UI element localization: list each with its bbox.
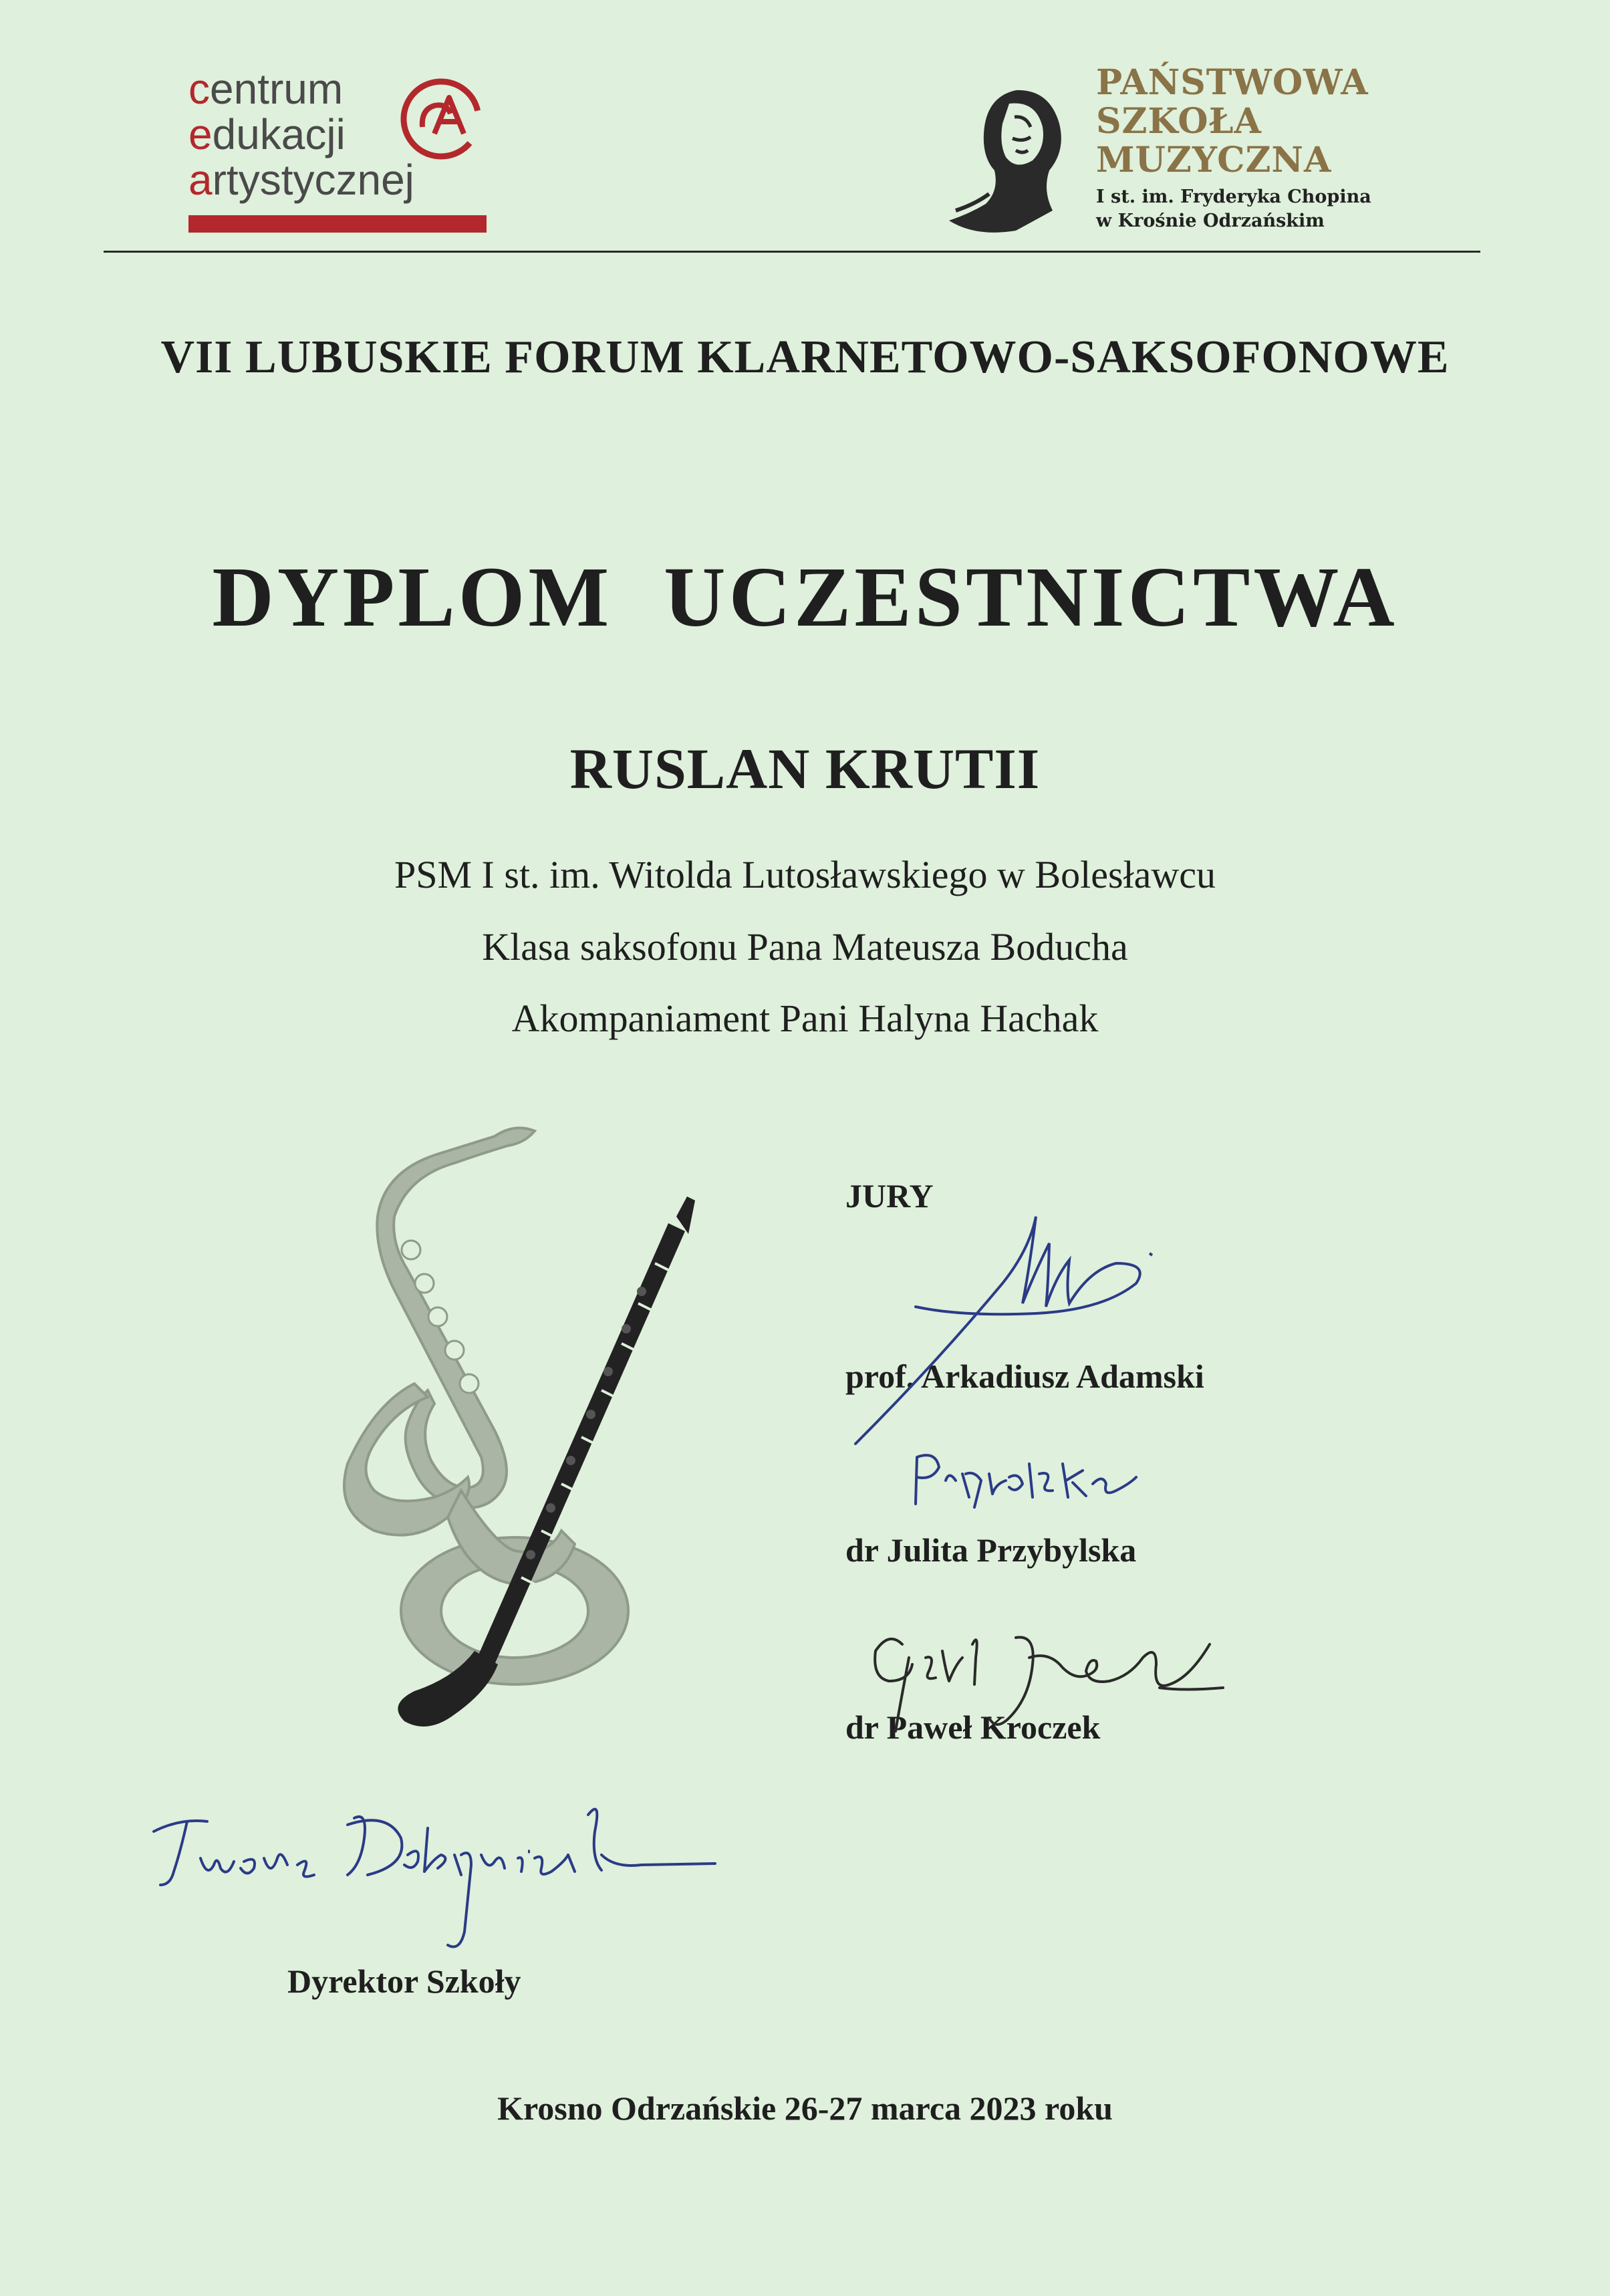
forum-title: VII LUBUSKIE FORUM KLARNETOWO-SAKSOFONOWE	[160, 332, 1450, 383]
cea-monogram-icon	[394, 72, 488, 166]
school-logo-line-3: MUZYCZNA	[1096, 140, 1332, 180]
cea-logo-line-2: edukacji	[188, 110, 346, 158]
chopin-bust-icon	[936, 77, 1096, 237]
cea-logo-bar	[188, 215, 487, 233]
school-line: PSM I st. im. Witolda Lutosławskiego w Bolesławcu	[394, 853, 1216, 896]
jury-heading: JURY	[845, 1177, 934, 1215]
cea-logo-line-3: artystycznej	[188, 156, 414, 204]
school-logo-line-4: I st. im. Fryderyka Chopina	[1096, 186, 1371, 207]
diploma-title: DYPLOM UCZESTNICTWA	[212, 549, 1398, 644]
juror-name: dr Paweł Kroczek	[845, 1708, 1101, 1746]
class-line: Klasa saksofonu Pana Mateusza Boducha	[482, 925, 1128, 969]
cea-logo-line-1: centrum	[188, 65, 344, 113]
cea-logo	[180, 67, 501, 247]
header-divider	[104, 251, 1480, 253]
juror-name: prof. Arkadiusz Adamski	[845, 1358, 1204, 1395]
signature-przybylska	[902, 1444, 1156, 1524]
participant-name: RUSLAN KRUTII	[569, 737, 1041, 801]
school-logo-line-1: PAŃSTWOWA	[1096, 62, 1369, 103]
director-label: Dyrektor Szkoły	[287, 1962, 521, 2000]
signature-adamski	[835, 1190, 1210, 1484]
school-logo-line-5: w Krośnie Odrzańskim	[1096, 211, 1325, 231]
juror-name: dr Julita Przybylska	[845, 1531, 1137, 1569]
place-and-date: Krosno Odrzańskie 26-27 marca 2023 roku	[497, 2089, 1113, 2127]
clarinet-saxophone-illustration	[294, 1116, 762, 1745]
school-logo	[936, 63, 1403, 244]
accompaniment-line: Akompaniament Pani Halyna Hachak	[511, 997, 1099, 1040]
school-logo-line-2: SZKOŁA	[1096, 101, 1262, 142]
signature-kroczek	[862, 1618, 1236, 1751]
saxophone-icon	[344, 1128, 628, 1685]
